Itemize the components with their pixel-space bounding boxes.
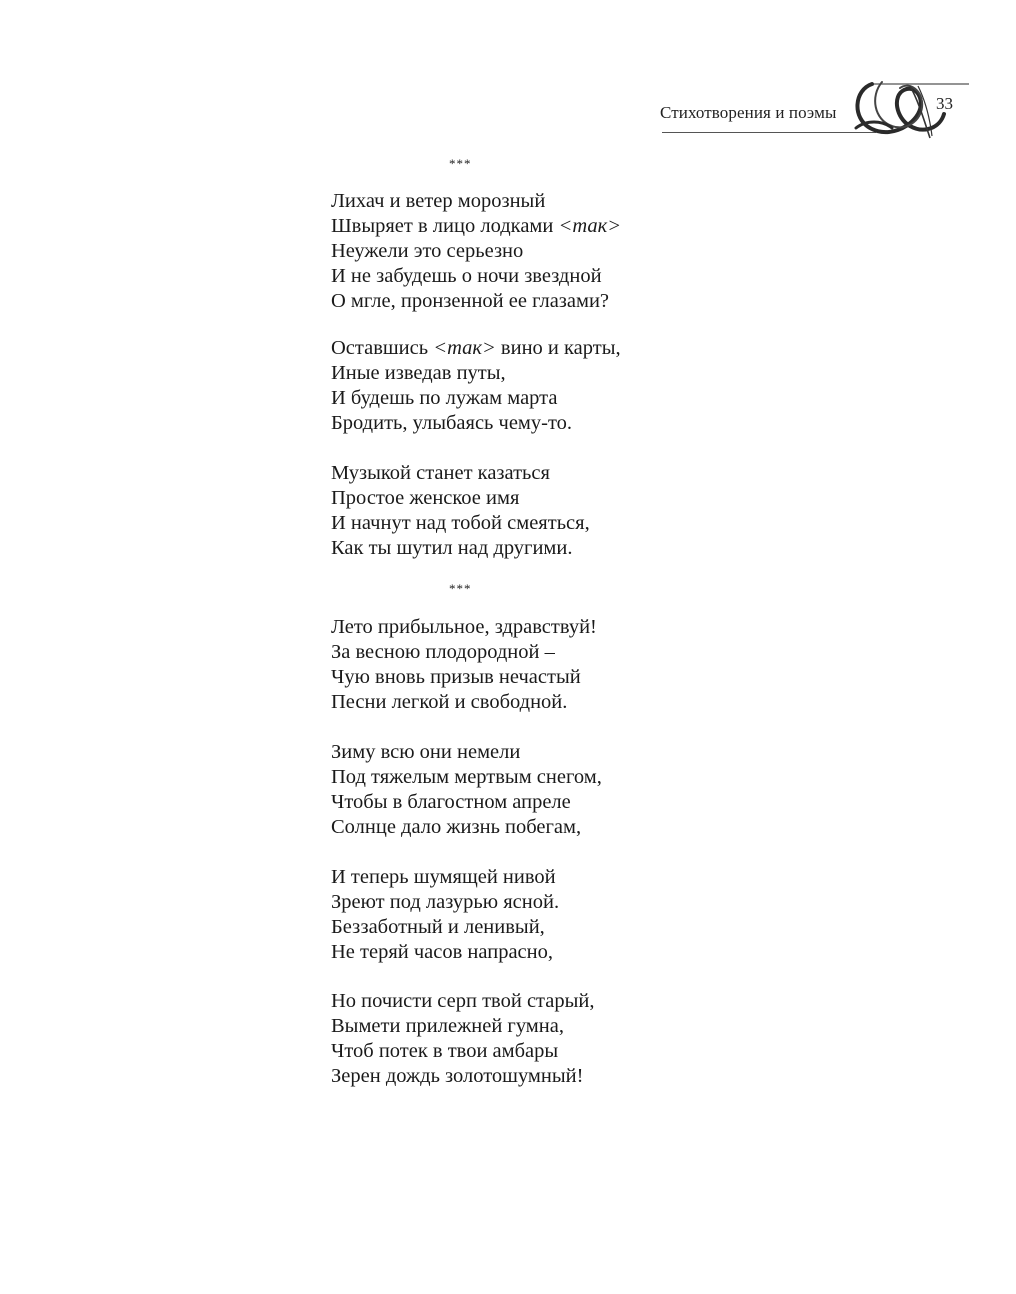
verse-line: Под тяжелым мертвым снегом, <box>331 765 602 788</box>
poem2-stanza-3 <box>331 865 751 965</box>
verse-line: Лихач и ветер морозный <box>331 190 546 212</box>
verse-line: Как ты шутил над другими. <box>331 536 573 559</box>
verse-line: Иные изведав путы, <box>331 361 506 384</box>
poem1-stanza-1 <box>331 189 751 314</box>
verse-line: Не теряй часов напрасно, <box>331 940 553 963</box>
verse-line: Но почисти серп твой старый, <box>331 990 595 1012</box>
verse-line: Простое женское имя <box>331 486 520 509</box>
verse-line: Зиму всю они немели <box>331 741 521 763</box>
verse-line: О мгле, пронзенной ее глазами? <box>331 289 610 312</box>
running-title: Стихотворения и поэмы <box>660 103 837 122</box>
section-separator: *** <box>449 581 472 596</box>
verse-line: Музыкой станет казаться <box>331 462 550 484</box>
verse-line: И будешь по лужам марта <box>331 386 558 409</box>
header-rule <box>662 132 876 133</box>
page-number: 33 <box>936 94 953 113</box>
poem1-stanza-2 <box>331 336 751 436</box>
verse-line: Песни легкой и свободной. <box>331 690 568 713</box>
poem2-stanza-4 <box>331 989 751 1089</box>
verse-line: Чтобы в благостном апреле <box>331 790 571 813</box>
verse-line: Беззаботный и ленивый, <box>331 915 545 938</box>
verse-line: За весною плодородной – <box>331 640 555 663</box>
poem2-stanza-2 <box>331 740 751 840</box>
verse-line: Оставшись <так> вино и карты, <box>331 337 621 359</box>
verse-line: Швыряет в лицо лодками <так> <box>331 214 622 237</box>
poem1-stanza-3 <box>331 461 751 561</box>
verse-line: Неужели это серьезно <box>331 239 524 262</box>
verse-line: И не забудешь о ночи звездной <box>331 264 602 287</box>
verse-line: Чтоб потек в твои амбары <box>331 1039 559 1062</box>
editorial-note: <так> <box>558 214 622 237</box>
verse-line: Зерен дождь золотошумный! <box>331 1064 584 1087</box>
editorial-note: <так> <box>433 337 496 359</box>
verse-line: И теперь шумящей нивой <box>331 866 556 888</box>
verse-line: Зреют под лазурью ясной. <box>331 890 560 913</box>
verse-line: Вымети прилежней гумна, <box>331 1014 564 1037</box>
verse-line: Лето прибыльное, здравствуй! <box>331 616 597 638</box>
section-separator: *** <box>449 156 472 171</box>
verse-line: И начнут над тобой смеяться, <box>331 511 590 534</box>
poem2-stanza-1 <box>331 615 751 715</box>
swirl-ornament-icon <box>852 76 974 146</box>
verse-line: Бродить, улыбаясь чему-то. <box>331 411 573 434</box>
verse-line: Солнце дало жизнь побегам, <box>331 815 582 838</box>
verse-line: Чую вновь призыв нечастый <box>331 665 581 688</box>
